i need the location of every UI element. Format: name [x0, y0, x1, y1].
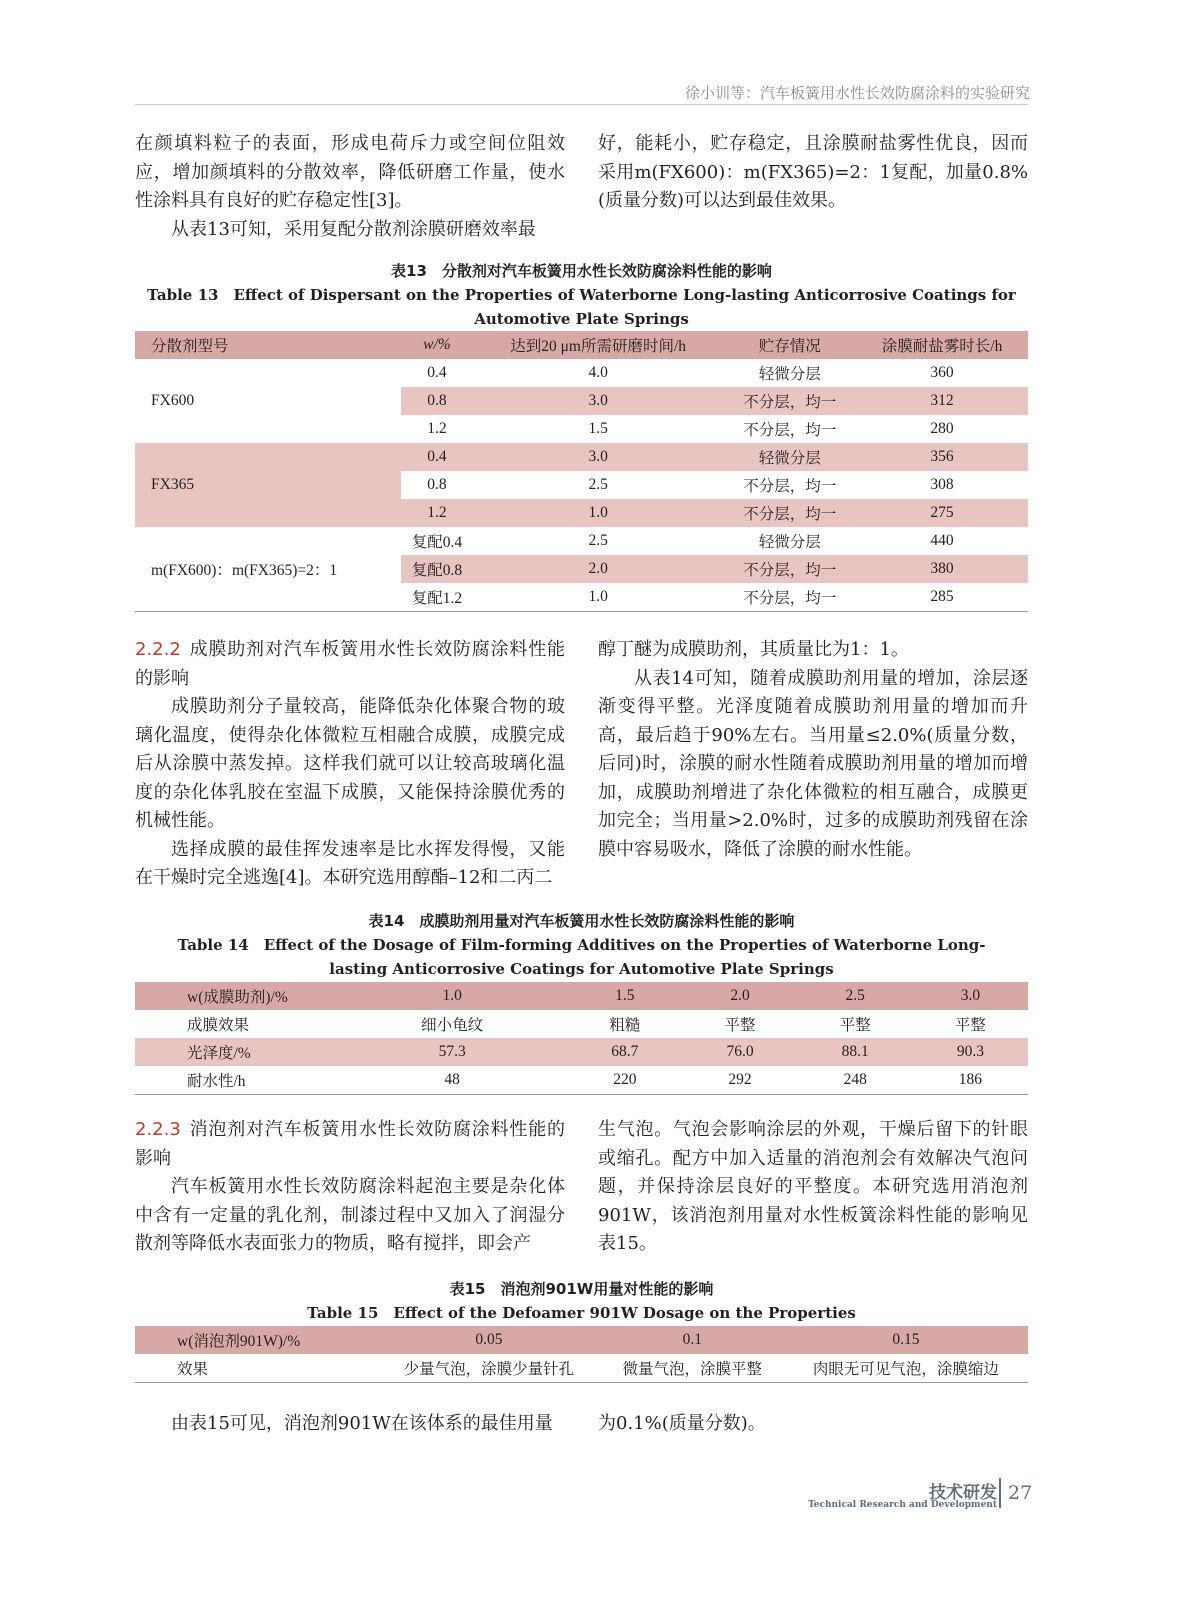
table-row: [135, 1066, 1028, 1095]
table-cell: 2.5: [798, 982, 913, 1010]
section-title: 消泡剂对汽车板簧用水性长效防腐涂料性能的影响: [135, 1119, 565, 1169]
block4-right: [598, 1410, 1028, 1439]
table-cell: 肉眼无可见气泡，涂膜缩边: [812, 1361, 999, 1378]
table-cell: 275: [856, 499, 1028, 527]
paragraph: 成膜助剂分子量较高，能降低杂化体聚合物的玻璃化温度，使得杂化体微粒互相融合成膜，成膜完成后从涂膜中蒸发掉。这样我们就可以让较高玻璃化温度的杂化体乳胶在室温下成膜，又能保持涂膜优秀的机械性能。: [135, 696, 565, 831]
table-cell: 平整: [954, 1017, 986, 1034]
paragraph: 由表15可见，消泡剂901W在该体系的最佳用量: [171, 1413, 553, 1434]
table-cell: 不分层，均一: [743, 422, 837, 439]
table-row: [135, 1010, 1028, 1038]
column-header: 达到20 μm所需研磨时间/h: [473, 331, 724, 359]
table-row: [135, 1326, 1028, 1354]
table-cell: 效果: [177, 1361, 209, 1378]
caption-zh: 表14 成膜助剂用量对汽车板簧用水性长效防腐涂料性能的影响: [368, 912, 795, 930]
table-cell: 0.8: [401, 387, 473, 415]
paragraph: 生气泡。气泡会影响涂层的外观，干燥后留下的针眼或缩孔。配方中加入适量的消泡剂会有效解决气泡问题，并保持涂层良好的平整度。本研究选用消泡剂901W，该消泡剂用量对水性板簧涂料性能的影响见表15。: [598, 1119, 1028, 1254]
block3-right: [598, 1116, 1028, 1259]
header-rule: [135, 104, 1028, 105]
table-cell: 1.2: [427, 420, 447, 437]
table-cell: 轻微分层: [758, 366, 821, 383]
paragraph: 从表13可知，采用复配分散剂涂膜研磨效率最: [171, 218, 536, 240]
table-cell: 不分层，均一: [723, 555, 856, 583]
table15-caption: [135, 1277, 1028, 1325]
table-cell: 2.5: [588, 476, 608, 493]
block1-left: [135, 130, 565, 244]
table-row: [135, 527, 1028, 555]
section-heading: [135, 1116, 565, 1173]
table-cell: 48: [444, 1071, 460, 1088]
table-cell: 少量气泡，涂膜少量针孔: [403, 1361, 575, 1378]
table-cell: 复配0.8: [401, 555, 473, 583]
paragraph: 汽车板簧用水性长效防腐涂料起泡主要是杂化体中含有一定量的乳化剂，制漆过程中又加入了润湿分散剂等降低水表面张力的物质，略有搅拌，即会产: [135, 1176, 565, 1254]
block1-right: [598, 130, 1028, 216]
table-cell: 285: [930, 588, 954, 605]
paragraph: 在颜填料粒子的表面，形成电荷斥力或空间位阻效应，增加颜填料的分散效率，降低研磨工作量，使水性涂料具有良好的贮存稳定性[3]。: [135, 133, 565, 211]
table-cell: 88.1: [798, 1038, 913, 1066]
table-cell: 光泽度/%: [135, 1038, 337, 1066]
block2-left: [135, 636, 565, 893]
table-cell: 90.3: [913, 1038, 1028, 1066]
table-cell: 1.0: [473, 499, 724, 527]
table-cell: 3.0: [913, 982, 1028, 1010]
paragraph: 从表14可知，随着成膜助剂用量的增加，涂层逐渐变得平整。光泽度随着成膜助剂用量的增加而升高，最后趋于90%左右。当用量≤2.0%(质量分数，后同)时，涂膜的耐水性随着成膜助剂用量的增加而增加，成膜助剂增进了杂化体微粒的相互融合，成膜更加完全；当用量>2.0%时，过多的成膜助剂残留在涂膜中容易吸水，降低了涂膜的耐水性能。: [598, 667, 1028, 860]
block2-right: [598, 636, 1028, 864]
table-cell: 0.4: [401, 443, 473, 471]
table-cell: 不分层，均一: [743, 478, 837, 495]
table-cell: 3.0: [473, 443, 724, 471]
table-cell: 复配0.4: [411, 534, 463, 551]
column-header: 分散剂型号: [135, 331, 401, 359]
table-row: [135, 1038, 1028, 1066]
table-cell: 4.0: [588, 364, 608, 381]
table-cell: 0.1: [601, 1326, 784, 1354]
column-header: w/%: [401, 331, 473, 359]
table-cell: 1.5: [588, 420, 608, 437]
section-title: 成膜助剂对汽车板簧用水性长效防腐涂料性能的影响: [135, 639, 565, 689]
table-cell: 3.0: [473, 387, 724, 415]
table-cell: 2.5: [588, 532, 608, 549]
table14: [135, 982, 1028, 1095]
table-cell: 1.5: [567, 982, 682, 1010]
column-header: 贮存情况: [723, 331, 856, 359]
table-cell: 248: [843, 1071, 867, 1088]
block4-left: [135, 1410, 565, 1439]
block3-left: [135, 1116, 565, 1259]
table-cell: 细小龟纹: [421, 1017, 484, 1034]
table-cell: 0.8: [427, 476, 447, 493]
table-cell: 292: [728, 1071, 752, 1088]
caption-en: Table 14 Effect of the Dosage of Film-forming Additives on the Properties of Waterborne Long-lasting Anticorrosive Coatings for Automotive Plate Springs: [177, 936, 986, 978]
section-number: 2.2.2: [135, 639, 181, 660]
table-cell: 成膜效果: [187, 1017, 250, 1034]
paragraph: 为0.1%(质量分数)。: [598, 1413, 766, 1434]
page-number: 27: [1008, 1482, 1033, 1504]
table-cell: 0.4: [427, 364, 447, 381]
table-row: [135, 982, 1028, 1010]
table-cell: 复配1.2: [411, 590, 463, 607]
table-cell: 440: [930, 532, 954, 549]
caption-zh: 表15 消泡剂901W用量对性能的影响: [449, 1280, 714, 1298]
table-row: [135, 443, 1028, 471]
group-label: FX600: [151, 392, 195, 409]
column-header: 涂膜耐盐雾时长/h: [856, 331, 1028, 359]
caption-en: Table 13 Effect of Dispersant on the Properties of Waterborne Long-lasting Anticorrosive Coatings for Automotive Plate Springs: [147, 286, 1016, 328]
table-cell: 耐水性/h: [187, 1073, 246, 1090]
table-cell: w(消泡剂901W)/%: [135, 1326, 377, 1354]
table-cell: 轻微分层: [723, 443, 856, 471]
table-cell: 2.0: [682, 982, 797, 1010]
paragraph: 好，能耗小，贮存稳定，且涂膜耐盐雾性优良，因而采用m(FX600)：m(FX365)=2：1复配，加量0.8%(质量分数)可以达到最佳效果。: [598, 133, 1028, 211]
table-cell: 280: [930, 420, 954, 437]
table-cell: 2.0: [473, 555, 724, 583]
table-cell: 1.0: [337, 982, 567, 1010]
footer-section-en: Technical Research and Development: [808, 1500, 997, 1510]
table-cell: 76.0: [682, 1038, 797, 1066]
table-cell: 0.05: [377, 1326, 601, 1354]
paragraph: 选择成膜的最佳挥发速率是比水挥发得慢，又能在干燥时完全逃逸[4]。本研究选用醇酯–12和二丙二: [135, 838, 565, 888]
footer-section-zh: 技术研发: [929, 1483, 997, 1503]
table-cell: 不分层，均一: [723, 499, 856, 527]
table-cell: 312: [856, 387, 1028, 415]
table-row: [135, 359, 1028, 387]
caption-zh: 表13 分散剂对汽车板簧用水性长效防腐涂料性能的影响: [391, 262, 772, 280]
table-cell: 0.15: [784, 1326, 1028, 1354]
table-cell: 1.0: [588, 588, 608, 605]
table13: [135, 331, 1028, 612]
running-title: 徐小训等：汽车板簧用水性长效防腐涂料的实验研究: [684, 84, 1030, 102]
group-label: m(FX600)：m(FX365)=2：1: [151, 562, 338, 579]
table-cell: 220: [613, 1071, 637, 1088]
table-cell: w(成膜助剂)/%: [135, 982, 337, 1010]
table-cell: 微量气泡，涂膜平整: [622, 1361, 763, 1378]
table-cell: 不分层，均一: [723, 387, 856, 415]
table-cell: 平整: [839, 1017, 871, 1034]
table-cell: 356: [856, 443, 1028, 471]
table-cell: 轻微分层: [758, 534, 821, 551]
section-heading: [135, 636, 565, 693]
table13-caption: [135, 259, 1028, 331]
table-cell: 186: [958, 1071, 983, 1088]
table-cell: 380: [856, 555, 1028, 583]
table-cell: 粗糙: [609, 1017, 641, 1034]
footer-divider: [999, 1478, 1001, 1508]
caption-en: Table 15 Effect of the Defoamer 901W Dosage on the Properties: [307, 1304, 856, 1322]
group-label: FX365: [135, 443, 401, 527]
table-cell: 1.2: [401, 499, 473, 527]
table-cell: 360: [930, 364, 954, 381]
table-cell: 308: [930, 476, 954, 493]
table15: [135, 1326, 1028, 1383]
table14-caption: [135, 909, 1028, 981]
paragraph: 醇丁醚为成膜助剂，其质量比为1：1。: [598, 639, 909, 660]
table-row: [135, 1354, 1028, 1383]
table-cell: 57.3: [337, 1038, 567, 1066]
table-cell: 68.7: [567, 1038, 682, 1066]
table-cell: 平整: [724, 1017, 756, 1034]
section-number: 2.2.3: [135, 1119, 181, 1140]
table-cell: 不分层，均一: [743, 590, 837, 607]
